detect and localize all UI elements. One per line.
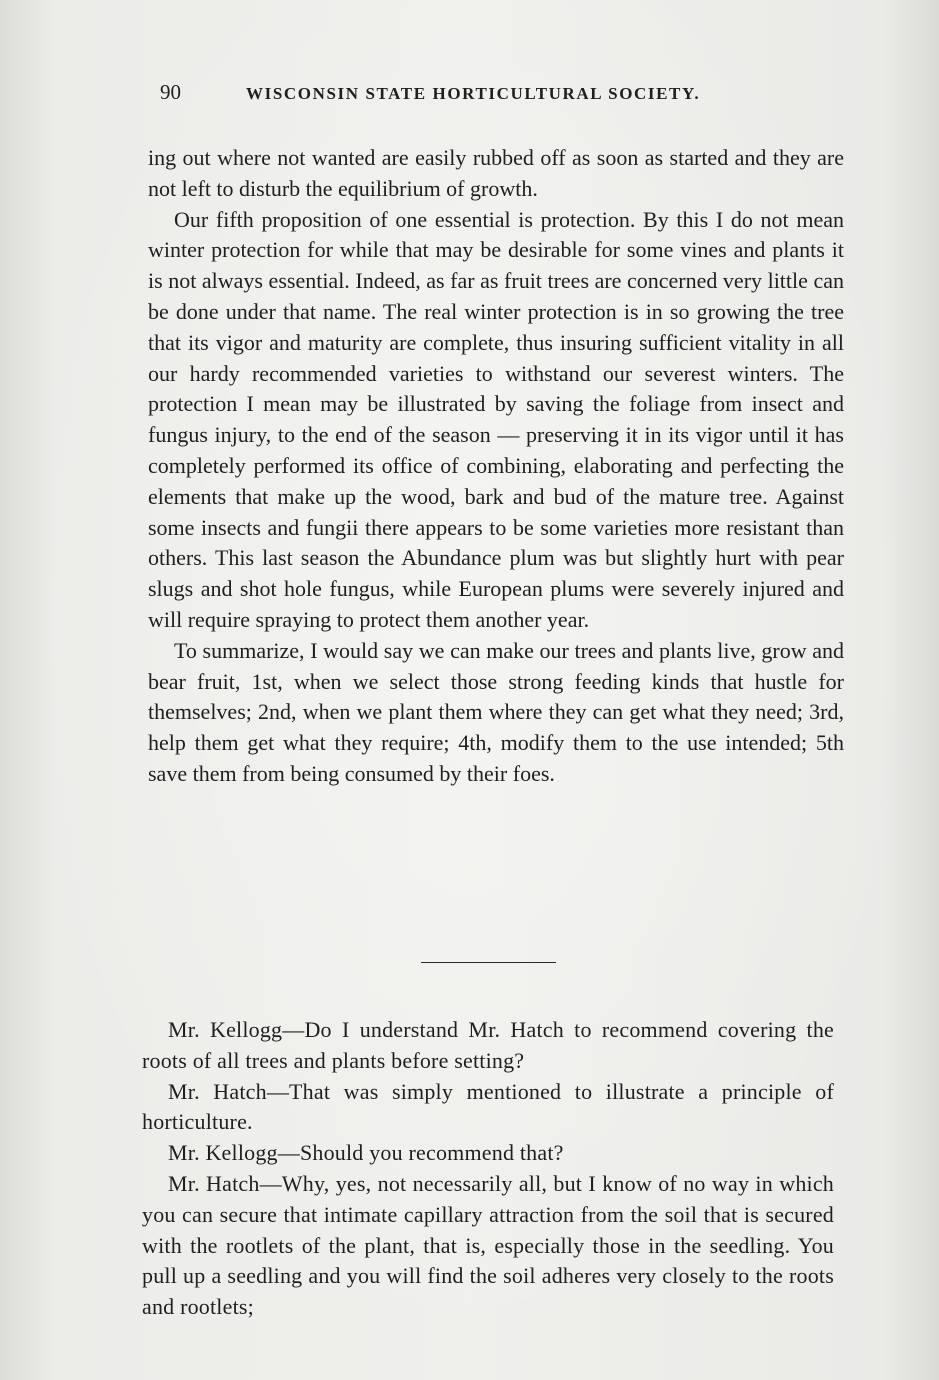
section-divider (421, 962, 556, 963)
discussion-kellogg-question: Mr. Kellogg—Do I understand Mr. Hatch to recommend covering the roots of all trees and plants before setting? (142, 1017, 834, 1073)
discussion-hatch-reply: Mr. Hatch—That was simply mentioned to illustrate a principle of horticulture. (142, 1078, 834, 1135)
paper-text (148, 143, 844, 790)
paragraph-protection: Our fifth proposition of one essential is protection. By this I do not mean winter protection for while that may be desirable for some vines and plants it is not always essential. Indeed, as far as fruit trees are concerned very little can be done under that name. The real winter protection is in so growing the tree that its vigor and maturity are complete, thus insuring sufficient vitality in all our hardy recommended varieties to withstand our severest winters. The protection I mean may be illustrated by saving the foliage from insect and fungus injury, to the end of the season — preserving it in its vigor until it has completely performed its office of combining, elaborating and perfecting the elements that make up the wood, bark and bud of the mature tree. Against some insects and fungii there appears to be some varieties more resistant than others. This last season the Abundance plum was but slightly hurt with pear slugs and shot hole fungus, while European plums were severely injured and will require spraying to protect them another year. (148, 206, 844, 632)
running-head: WISCONSIN STATE HORTICULTURAL SOCIETY. (246, 84, 701, 103)
page-number: 90 (160, 80, 181, 104)
page-header (160, 80, 800, 105)
discussion-kellogg-followup: Mr. Kellogg—Should you recommend that? (168, 1140, 564, 1166)
discussion-text (142, 1015, 834, 1323)
discussion-hatch-answer: Mr. Hatch—Why, yes, not necessarily all, but I know of no way in which you can secure that intimate capillary attraction from the soil that is secured with the rootlets of the plant, that is, especially those in the seedling. You pull up a seedling and you will find the soil adheres very closely to the roots and rootlets; (142, 1170, 834, 1320)
paragraph-continuation: ing out where not wanted are easily rubbed off as soon as started and they are not left to disturb the equilibrium of growth. (148, 145, 844, 201)
paragraph-summary: To summarize, I would say we can make our trees and plants live, grow and bear fruit, 1st, when we select those strong feeding kinds that hustle for themselves; 2nd, when we plant them where they can get what they need; 3rd, help them get what they require; 4th, modify them to the use intended; 5th save them from being consumed by their foes. (148, 637, 844, 786)
